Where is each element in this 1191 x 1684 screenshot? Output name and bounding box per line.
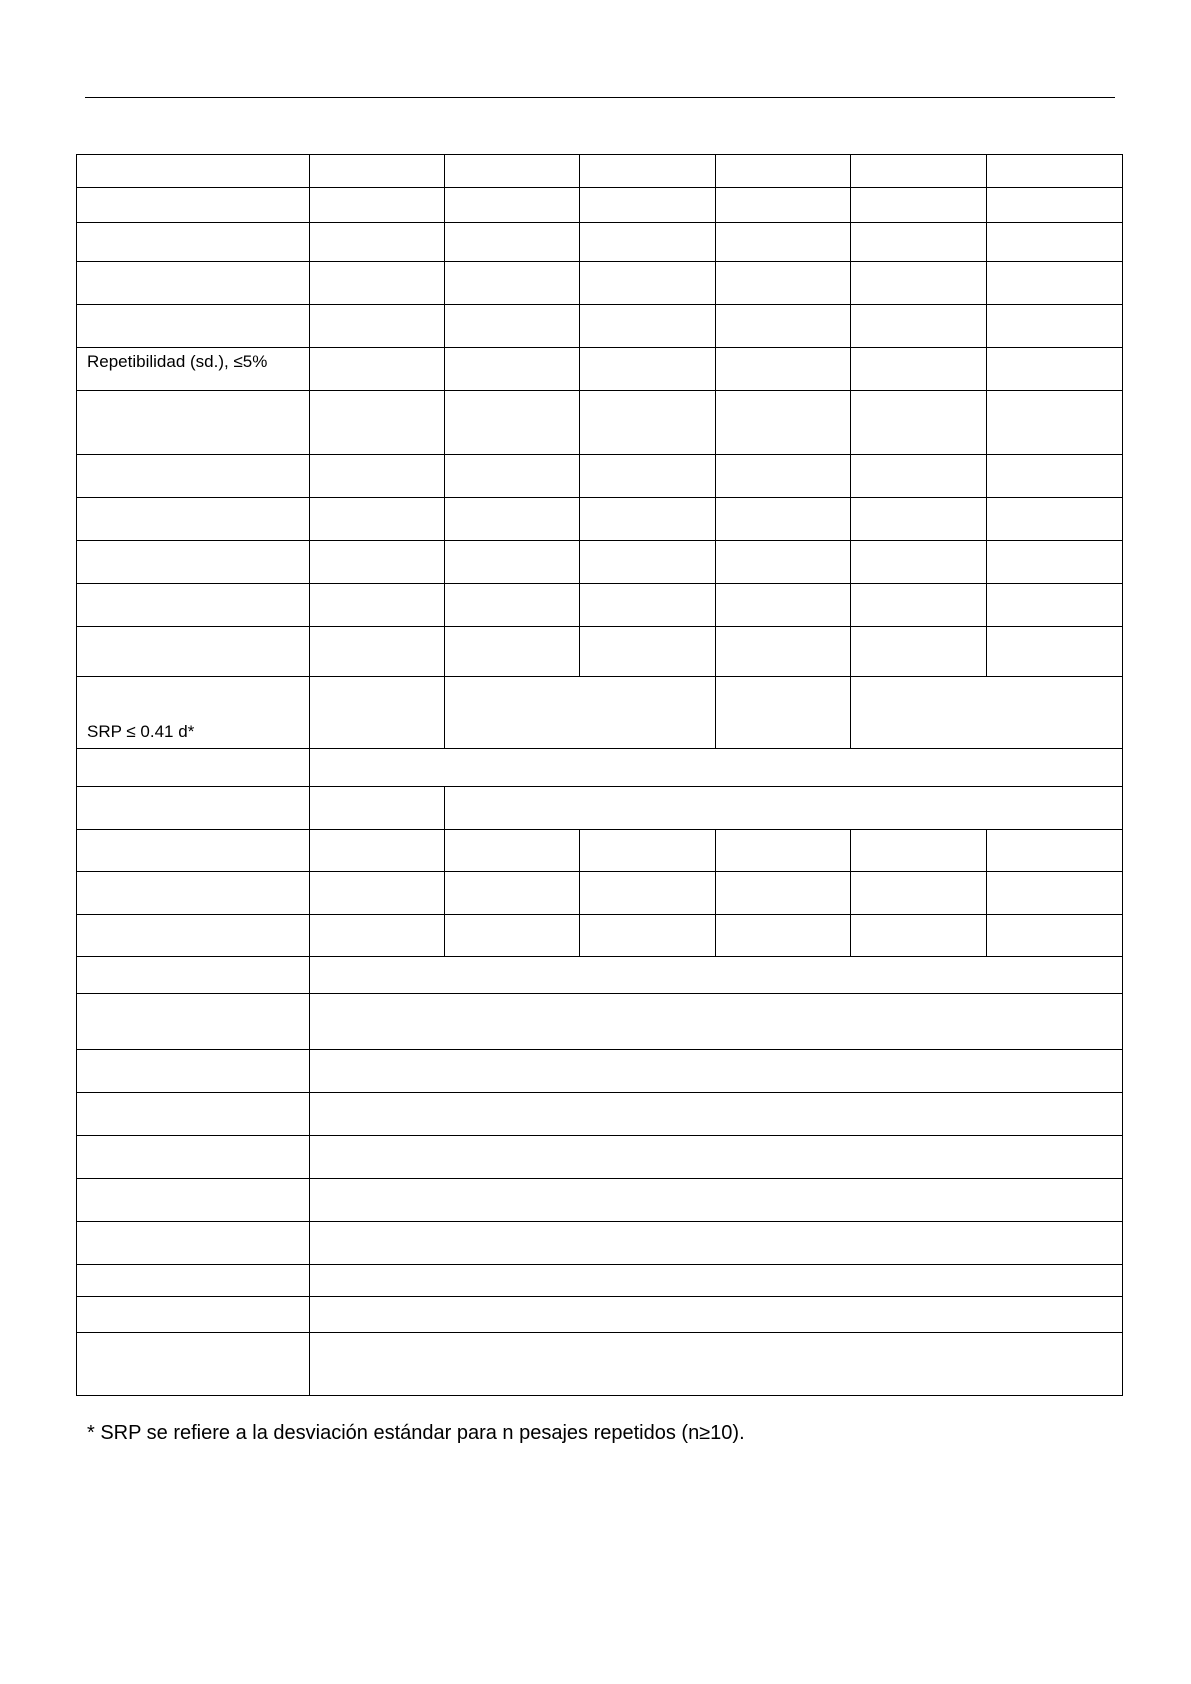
- table-cell: [77, 188, 310, 223]
- table-row: [77, 455, 1123, 498]
- repeatability-label: Repetibilidad (sd.), ≤5%: [77, 348, 310, 391]
- table-cell: [851, 455, 987, 498]
- table-cell: [580, 262, 716, 305]
- table-row: [77, 994, 1123, 1050]
- table-cell: [77, 1136, 310, 1179]
- table-cell: [851, 155, 987, 188]
- table-cell: [851, 584, 987, 627]
- table-cell: [851, 262, 987, 305]
- table-cell: [445, 305, 580, 348]
- table-cell: [987, 915, 1123, 957]
- table-cell: [580, 541, 716, 584]
- table-cell: [580, 223, 716, 262]
- table-row: [77, 677, 1123, 749]
- table-cell: [580, 188, 716, 223]
- spec-table: [76, 154, 1123, 1396]
- table-row: [77, 957, 1123, 994]
- table-row: [77, 391, 1123, 455]
- table-cell: [716, 541, 851, 584]
- table-cell: [716, 305, 851, 348]
- table-row: [77, 1050, 1123, 1093]
- table-cell: [310, 1050, 1123, 1093]
- table-cell: [445, 498, 580, 541]
- table-row: [77, 627, 1123, 677]
- table-cell: [77, 787, 310, 830]
- table-cell: [310, 223, 445, 262]
- table-cell: [310, 188, 445, 223]
- table-row: [77, 262, 1123, 305]
- table-cell: [445, 188, 580, 223]
- table-cell: [77, 1265, 310, 1297]
- table-cell: [716, 262, 851, 305]
- table-cell: [310, 155, 445, 188]
- table-cell: [310, 541, 445, 584]
- table-cell: [580, 305, 716, 348]
- table-cell: [77, 830, 310, 872]
- table-row: [77, 787, 1123, 830]
- table-cell: [987, 188, 1123, 223]
- table-row: [77, 348, 1123, 391]
- table-cell: [987, 155, 1123, 188]
- table-cell: [851, 498, 987, 541]
- table-cell: [310, 677, 445, 749]
- table-cell: [77, 305, 310, 348]
- table-cell: [716, 455, 851, 498]
- table-cell: [716, 584, 851, 627]
- table-row: [77, 541, 1123, 584]
- table-cell: [716, 830, 851, 872]
- table-cell: [310, 1333, 1123, 1396]
- table-cell: [987, 498, 1123, 541]
- table-cell: [445, 155, 580, 188]
- table-cell: [445, 455, 580, 498]
- footnote: * SRP se refiere a la desviación estándar para n pesajes repetidos (n≥10).: [87, 1422, 745, 1444]
- table-cell: [77, 391, 310, 455]
- table-cell: [716, 223, 851, 262]
- table-cell: [77, 498, 310, 541]
- table-row: [77, 1297, 1123, 1333]
- table-cell: [445, 584, 580, 627]
- table-cell: [580, 391, 716, 455]
- table-cell: [987, 223, 1123, 262]
- table-cell: [310, 872, 445, 915]
- table-cell: [77, 627, 310, 677]
- table-cell: [77, 957, 310, 994]
- table-cell: [77, 455, 310, 498]
- table-cell: [716, 498, 851, 541]
- table-cell: [851, 348, 987, 391]
- table-cell: [987, 348, 1123, 391]
- table-cell: [310, 787, 445, 830]
- table-cell: [580, 627, 716, 677]
- table-cell: [716, 677, 851, 749]
- table-cell: [987, 262, 1123, 305]
- srp-label: SRP ≤ 0.41 d*: [77, 677, 310, 749]
- table-cell: [77, 1093, 310, 1136]
- table-row: [77, 1333, 1123, 1396]
- table-cell: [310, 391, 445, 455]
- table-cell: [580, 155, 716, 188]
- table-cell: [716, 348, 851, 391]
- table-row: [77, 830, 1123, 872]
- table-cell: [77, 749, 310, 787]
- table-cell: [310, 1179, 1123, 1222]
- table-cell: [310, 1222, 1123, 1265]
- table-cell: [580, 915, 716, 957]
- table-cell: [580, 584, 716, 627]
- table-cell: [851, 541, 987, 584]
- table-cell: [310, 627, 445, 677]
- table-cell: [310, 498, 445, 541]
- table-cell: [77, 1222, 310, 1265]
- table-row: [77, 584, 1123, 627]
- table-cell: [77, 872, 310, 915]
- table-cell: [77, 1333, 310, 1396]
- table-cell: [310, 584, 445, 627]
- table-cell: [987, 541, 1123, 584]
- table-cell: [310, 994, 1123, 1050]
- table-row: [77, 1093, 1123, 1136]
- table-cell: [445, 262, 580, 305]
- table-cell: [987, 830, 1123, 872]
- table-cell: [310, 262, 445, 305]
- table-row: [77, 1265, 1123, 1297]
- table-cell: [310, 455, 445, 498]
- table-row: [77, 1222, 1123, 1265]
- table-cell: [77, 994, 310, 1050]
- table-cell: [310, 1136, 1123, 1179]
- table-cell: [851, 915, 987, 957]
- table-cell: [445, 223, 580, 262]
- table-cell: [987, 872, 1123, 915]
- table-cell: [716, 627, 851, 677]
- table-cell: [77, 915, 310, 957]
- table-cell: [851, 188, 987, 223]
- table-cell: [851, 677, 1123, 749]
- table-cell: [987, 391, 1123, 455]
- table-cell: [445, 830, 580, 872]
- table-cell: [580, 498, 716, 541]
- table-cell: [445, 787, 1123, 830]
- table-cell: [310, 1093, 1123, 1136]
- table-row: [77, 915, 1123, 957]
- table-cell: [77, 584, 310, 627]
- table-cell: [310, 957, 1123, 994]
- table-row: [77, 872, 1123, 915]
- table-cell: [445, 915, 580, 957]
- header-rule: [85, 97, 1115, 98]
- table-cell: [445, 348, 580, 391]
- table-cell: [716, 391, 851, 455]
- table-cell: [580, 348, 716, 391]
- table-cell: [851, 872, 987, 915]
- table-row: [77, 188, 1123, 223]
- table-row: [77, 498, 1123, 541]
- table-cell: [716, 872, 851, 915]
- table-cell: [77, 223, 310, 262]
- table-cell: [716, 188, 851, 223]
- table-cell: [851, 830, 987, 872]
- table-cell: [716, 915, 851, 957]
- table-cell: [987, 584, 1123, 627]
- table-row: [77, 223, 1123, 262]
- table-cell: [310, 1297, 1123, 1333]
- table-cell: [851, 305, 987, 348]
- table-cell: [580, 872, 716, 915]
- table-cell: [580, 455, 716, 498]
- table-cell: [851, 391, 987, 455]
- table-cell: [77, 262, 310, 305]
- table-cell: [580, 830, 716, 872]
- table-cell: [77, 155, 310, 188]
- table-cell: [77, 1297, 310, 1333]
- table-cell: [987, 627, 1123, 677]
- table-cell: [77, 1179, 310, 1222]
- table-cell: [445, 872, 580, 915]
- table-row: [77, 305, 1123, 348]
- table-cell: [77, 541, 310, 584]
- table-row: [77, 749, 1123, 787]
- table-cell: [310, 1265, 1123, 1297]
- table-cell: [851, 223, 987, 262]
- table-cell: [716, 155, 851, 188]
- table-cell: [987, 305, 1123, 348]
- table-row: [77, 1136, 1123, 1179]
- table-cell: [445, 677, 716, 749]
- table-cell: [851, 627, 987, 677]
- table-cell: [310, 305, 445, 348]
- table-cell: [77, 1050, 310, 1093]
- table-cell: [310, 830, 445, 872]
- table-cell: [445, 627, 580, 677]
- table-cell: [445, 391, 580, 455]
- table-row: [77, 155, 1123, 188]
- table-cell: [445, 541, 580, 584]
- table-cell: [310, 915, 445, 957]
- table-cell: [310, 348, 445, 391]
- table-cell: [310, 749, 1123, 787]
- table-cell: [987, 455, 1123, 498]
- table-row: [77, 1179, 1123, 1222]
